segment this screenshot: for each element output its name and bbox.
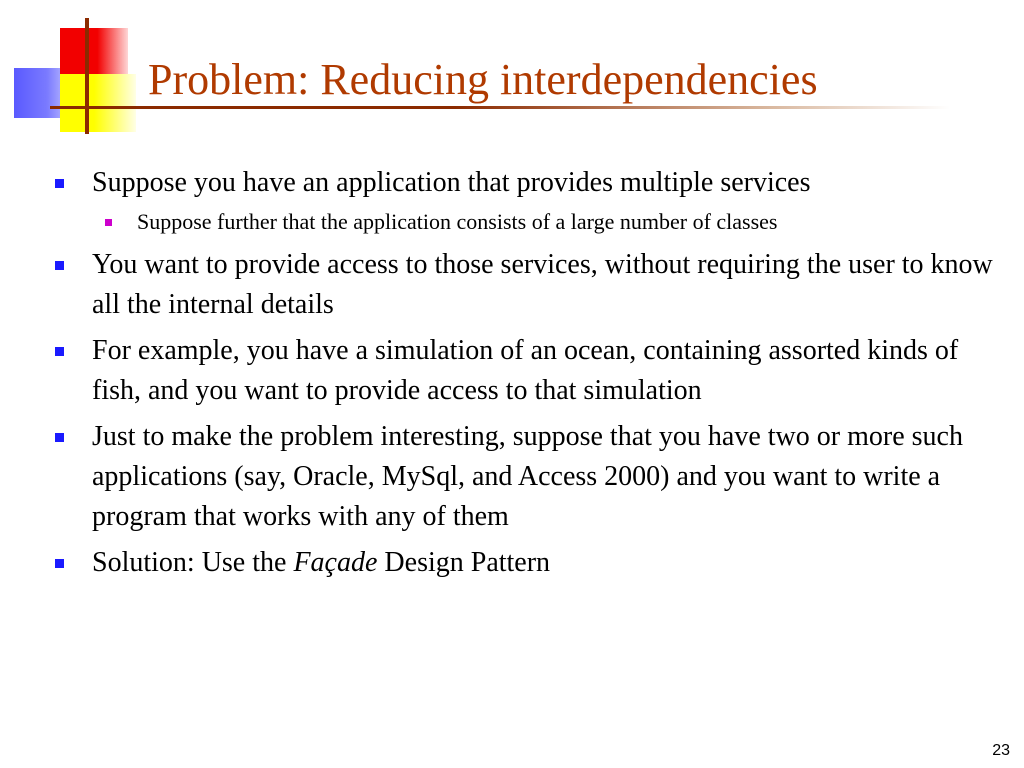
bullet-list bbox=[52, 163, 997, 589]
sub-bullet-text: Suppose further that the application consists of a large number of classes bbox=[137, 209, 778, 234]
square-bullet-icon bbox=[55, 347, 64, 356]
bullet-text bbox=[92, 547, 550, 578]
bullet-item bbox=[52, 331, 997, 411]
facade-term: Façade bbox=[293, 547, 378, 578]
solution-text-after: Design Pattern bbox=[377, 547, 551, 578]
bullet-text: Just to make the problem interesting, suppose that you have two or more such applications (say, Oracle, MySql, and Access 2000) and you want to write a program that works with any of them bbox=[92, 421, 963, 532]
sub-bullet-item bbox=[52, 207, 997, 237]
logo-vertical-line bbox=[85, 18, 89, 134]
square-bullet-icon bbox=[55, 559, 64, 568]
bullet-item bbox=[52, 417, 997, 537]
bullet-item bbox=[52, 163, 997, 203]
logo-yellow-block bbox=[60, 74, 136, 132]
square-bullet-icon bbox=[105, 219, 112, 226]
square-bullet-icon bbox=[55, 261, 64, 270]
bullet-text: Suppose you have an application that provides multiple services bbox=[92, 167, 811, 198]
solution-text-before: Solution: Use the bbox=[92, 547, 294, 578]
page-number: 23 bbox=[992, 742, 1010, 759]
bullet-text: You want to provide access to those services, without requiring the user to know all the internal details bbox=[92, 249, 993, 320]
square-bullet-icon bbox=[55, 179, 64, 188]
bullet-item bbox=[52, 245, 997, 325]
bullet-text: For example, you have a simulation of an ocean, containing assorted kinds of fish, and you want to provide access to that simulation bbox=[92, 335, 959, 406]
square-bullet-icon bbox=[55, 433, 64, 442]
title-underline bbox=[50, 106, 950, 109]
bullet-item bbox=[52, 543, 997, 583]
slide-title: Problem: Reducing interdependencies bbox=[148, 55, 818, 104]
